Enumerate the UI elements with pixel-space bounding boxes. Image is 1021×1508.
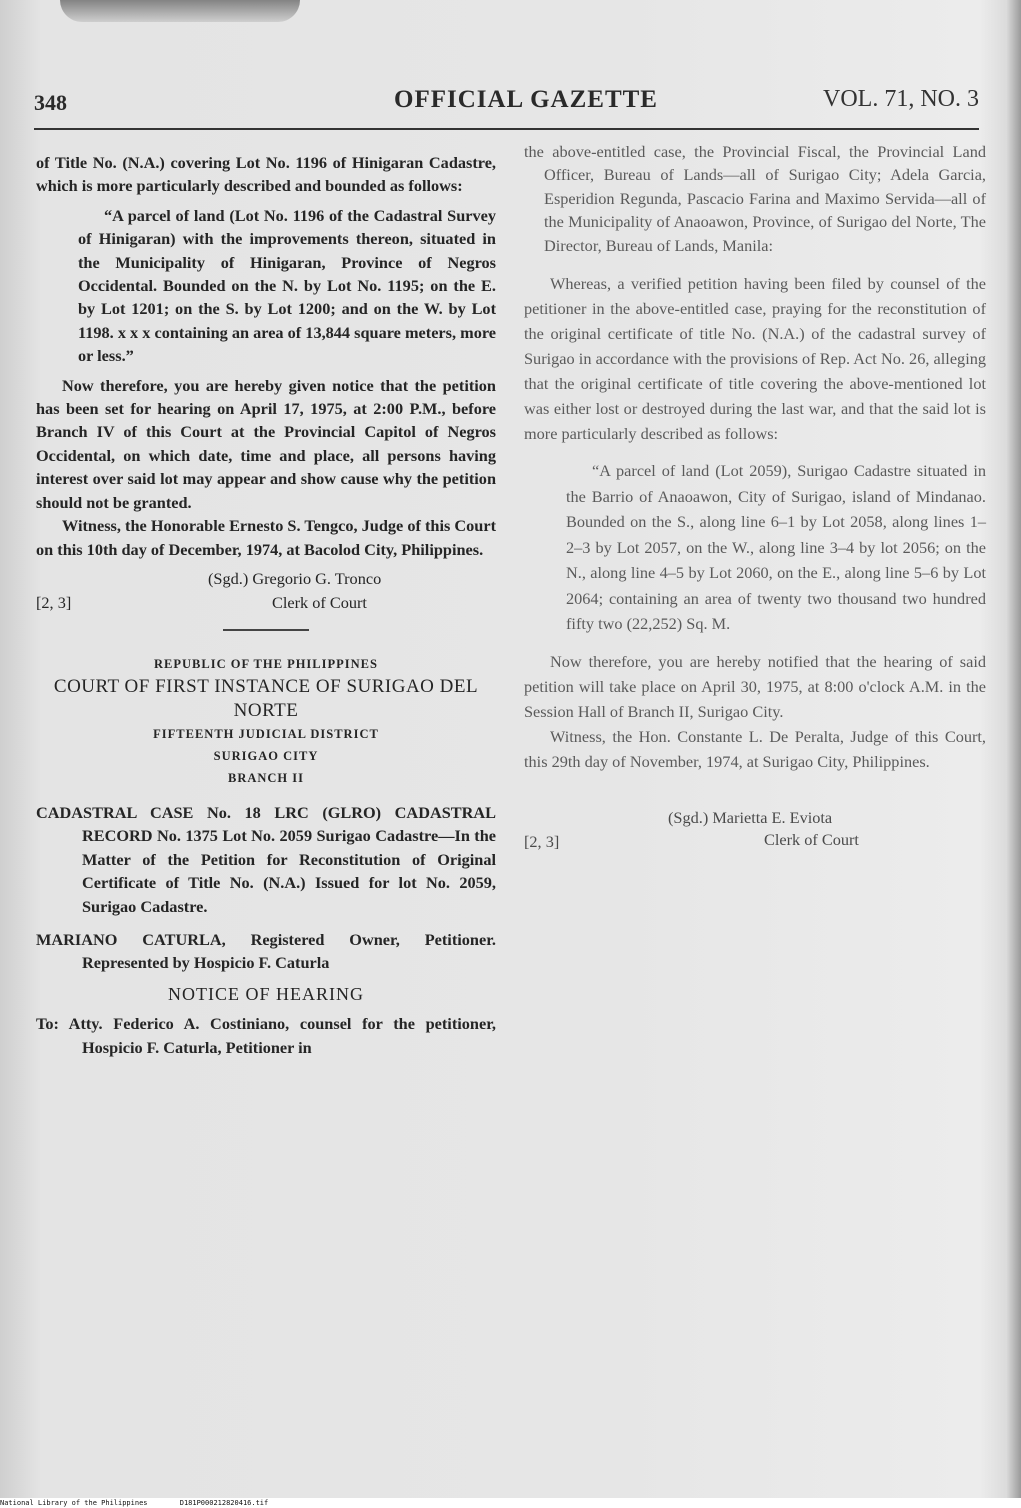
addressee: To: Atty. Federico A. Costiniano, counsel for the petitioner, Hospicio F. Caturla, Petitioner in	[36, 1014, 496, 1057]
left-column	[36, 151, 496, 1059]
gazette-title: OFFICIAL GAZETTE	[394, 86, 658, 113]
paragraph: Now therefore, you are hereby given notice that the petition has been set for hearing on April 17, 1975, at 2:00 P.M., before Branch IV of this Court at the Provincial Capitol of Negros Occidental, on which date, time and place, all persons having interest over said lot may appear and show cause why the petition should not be granted.	[36, 375, 496, 512]
district-label: FIFTEENTH JUDICIAL DISTRICT	[153, 726, 379, 741]
paragraph: Witness, the Honorable Ernesto S. Tengco, Judge of this Court on this 10th day of December, 1974, at Bacolod City, Philippines.	[36, 516, 496, 559]
scan-shadow	[60, 0, 300, 22]
scan-footer	[0, 1498, 1021, 1508]
notice-heading: NOTICE OF HEARING	[168, 983, 364, 1004]
republic-label: REPUBLIC OF THE PHILIPPINES	[154, 656, 378, 671]
quote-paragraph: “A parcel of land (Lot No. 1196 of the Cadastral Survey of Hinigaran) with the improvements thereon, situated in the Municipality of Hinigaran, Province of Negros Occidental. Bounded on the N. by Lot No. 1195; on the E. by Lot 1201; on the S. by Lot 1200; and on the W. by Lot 1198. x x x containing an area of 13,844 square meters, more or less.”	[78, 205, 496, 366]
addressee-continued: the above-entitled case, the Provincial Fiscal, the Provincial Land Officer, Bureau of Lands—all of Surigao City; Adela Garcia, Esperidion Regunda, Pascacio Farina and Maximo Servida—all of the Municipality of Anaoawon, Province, of Surigao del Norte, The Director, Bureau of Lands, Manila:	[524, 142, 986, 255]
page-header	[34, 84, 979, 118]
court-heading: COURT OF FIRST INSTANCE OF SURIGAO DEL NORTE	[53, 675, 479, 721]
signature-name: (Sgd.) Gregorio G. Tronco	[208, 568, 382, 588]
right-column	[524, 140, 986, 856]
signature-block	[524, 806, 986, 856]
branch-label: BRANCH II	[227, 770, 305, 785]
signature-title: Clerk of Court	[272, 592, 367, 612]
case-caption: CADASTRAL CASE No. 18 LRC (GLRO) CADASTRAL RECORD No. 1375 Lot No. 2059 Surigao Cadastre—In the Matter of the Petition for Reconstitution of Original Certificate of Title No. (N.A.) Issued for lot No. 2059, Surigao Cadastre.	[36, 802, 496, 916]
page-number: 348	[34, 90, 67, 115]
issue-tag: [2, 3]	[36, 592, 72, 612]
quote-paragraph: “A parcel of land (Lot 2059), Surigao Cadastre situated in the Barrio of Anaoawon, City of Surigao, island of Mindanao. Bounded on the S., along line 6–1 by Lot 2058, along lines 1–2–3 by Lot 2057, on the W., along line 3–4 by lot 2056; on the N., along line 4–5 by Lot 2060, on the E., along line 5–6 by Lot 2064; containing an area of twenty two thousand two hundred fifty two (22,252) Sq. M.	[566, 461, 986, 634]
footer-source: National Library of the Philippines	[0, 1499, 148, 1507]
city-label: SURIGAO CITY	[213, 748, 319, 763]
paragraph: Whereas, a verified petition having been filed by counsel of the petitioner in the above-entitled case, praying for the reconstitution of the original certificate of title No. (N.A.) of the cadastral survey of Surigao in accordance with the provisions of Rep. Act No. 26, alleging that the original certificate of title covering the above-mentioned lot was either lost or destroyed during the last war, and that the said lot is more particularly described as follows:	[524, 274, 986, 444]
paragraph: Witness, the Hon. Constante L. De Peralta, Judge of this Court, this 29th day of November, 1974, at Surigao City, Philippines.	[524, 726, 986, 771]
signature-title: Clerk of Court	[764, 829, 859, 849]
footer-file: D181P000212820416.tif	[179, 1499, 269, 1507]
page-edge	[1007, 0, 1021, 1508]
signature-block	[36, 567, 496, 617]
header-rule	[34, 128, 979, 130]
owner-caption: MARIANO CATURLA, Registered Owner, Petitioner. Represented by Hospicio F. Caturla	[36, 929, 496, 973]
paragraph: of Title No. (N.A.) covering Lot No. 1196 of Hinigaran Cadastre, which is more particularly described and bounded as follows:	[36, 153, 496, 196]
signature-name: (Sgd.) Marietta E. Eviota	[668, 807, 833, 827]
divider	[223, 629, 309, 631]
volume-number: VOL. 71, NO. 3	[823, 86, 979, 112]
issue-tag: [2, 3]	[524, 831, 560, 851]
paragraph: Now therefore, you are hereby notified that the hearing of said petition will take place on April 30, 1975, at 8:00 o'clock A.M. in the Session Hall of Branch II, Surigao City.	[524, 651, 986, 721]
